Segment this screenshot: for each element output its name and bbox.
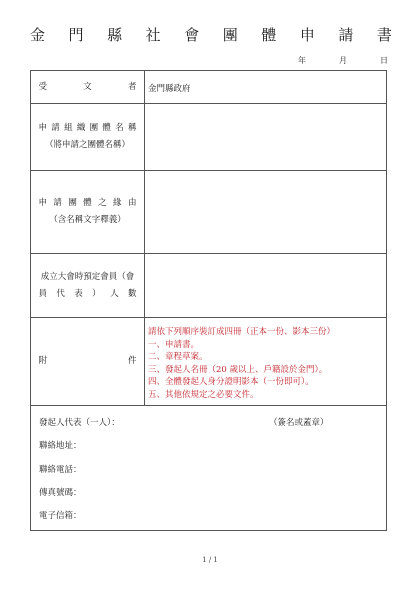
attachments-list (145, 318, 386, 405)
label-char: 織 (76, 123, 86, 133)
label-char: 表 (74, 288, 83, 299)
founding-members-field[interactable] (145, 254, 386, 317)
label-char: 之 (98, 198, 107, 208)
label-char: 附 (38, 356, 48, 366)
reason-row (31, 171, 386, 254)
seal-note: （簽名或蓋章） (269, 418, 329, 428)
label-char: 者 (127, 81, 137, 92)
attachments-row (31, 318, 386, 406)
org-name-note: （將申請之團體名稱） (44, 140, 130, 150)
label-char: 人 (110, 288, 119, 299)
label-char: 數 (127, 288, 137, 299)
label-char: 緣 (113, 198, 122, 208)
org-name-field[interactable] (145, 104, 386, 170)
recipient-row (31, 71, 386, 104)
label-char: 由 (127, 198, 137, 208)
label-char: 稱 (127, 123, 137, 133)
label-char: 文 (83, 81, 92, 92)
reason-note: （含名稱文字釋義） (49, 215, 126, 225)
date-month: 月 (339, 56, 347, 65)
label-char: 團 (89, 123, 99, 133)
label-char: 員 (38, 288, 48, 299)
attachment-item: 請依下列順序裝訂成四冊（正本一份、影本三份） (148, 327, 336, 337)
attachment-item: 一、申請書。 (148, 339, 200, 350)
date-year: 年 (298, 56, 306, 65)
representative-field[interactable]: 發起人代表（一人）： (39, 418, 120, 428)
signatory-section (31, 406, 386, 530)
label-char: 件 (127, 356, 137, 366)
title-char: 書 (376, 26, 392, 44)
fax-field[interactable]: 傳真號碼： (39, 488, 82, 498)
label-char: 請 (51, 123, 60, 133)
date-day: 日 (380, 56, 388, 65)
attachment-item: 二、章程草案。 (148, 352, 208, 362)
date-line (298, 55, 388, 66)
page-number: 1 / 1 (202, 556, 218, 564)
org-name-row (31, 104, 386, 171)
title-char: 會 (184, 26, 200, 44)
label-char: 申 (38, 198, 48, 208)
founding-label-line1: 成立大會時預定會員（會 (40, 271, 135, 282)
recipient-label (31, 71, 145, 103)
org-name-label (31, 104, 145, 170)
title-char: 金 (30, 26, 46, 44)
reason-label (31, 171, 145, 253)
title-char: 請 (338, 26, 354, 44)
email-field[interactable]: 電子信箱： (39, 511, 82, 521)
address-field[interactable]: 聯絡地址： (39, 441, 82, 451)
phone-field[interactable]: 聯絡電話： (39, 465, 82, 475)
founding-members-label (31, 254, 145, 317)
label-char: 體 (83, 198, 92, 208)
application-form-table (30, 70, 387, 531)
attachment-item: 五、其他依規定之必要文件。 (148, 389, 259, 400)
label-char: 申 (38, 123, 48, 133)
title-char: 團 (222, 26, 238, 44)
title-char: 門 (68, 26, 84, 44)
title-char: 體 (261, 26, 277, 44)
attachments-label (31, 318, 145, 405)
label-char: 受 (38, 81, 48, 92)
label-char: 團 (68, 198, 77, 208)
reason-field[interactable] (145, 171, 386, 253)
founding-members-row (31, 254, 386, 318)
label-char: 組 (64, 123, 73, 133)
title-char: 縣 (107, 26, 123, 44)
label-char: 體 (102, 123, 111, 133)
recipient-value: 金門縣政府 (148, 84, 191, 94)
label-char: 代 (56, 288, 65, 299)
document-title (30, 24, 392, 45)
attachment-item: 四、全體發起人身分證明影本（一份即可）。 (148, 377, 314, 387)
label-char: ） (92, 288, 101, 299)
label-char: 名 (115, 123, 124, 133)
attachment-item: 三、發起人名冊（20 歲以上、戶籍設於金門）。 (148, 364, 328, 375)
title-char: 社 (145, 26, 161, 44)
label-char: 請 (53, 198, 62, 208)
title-char: 申 (299, 26, 315, 44)
